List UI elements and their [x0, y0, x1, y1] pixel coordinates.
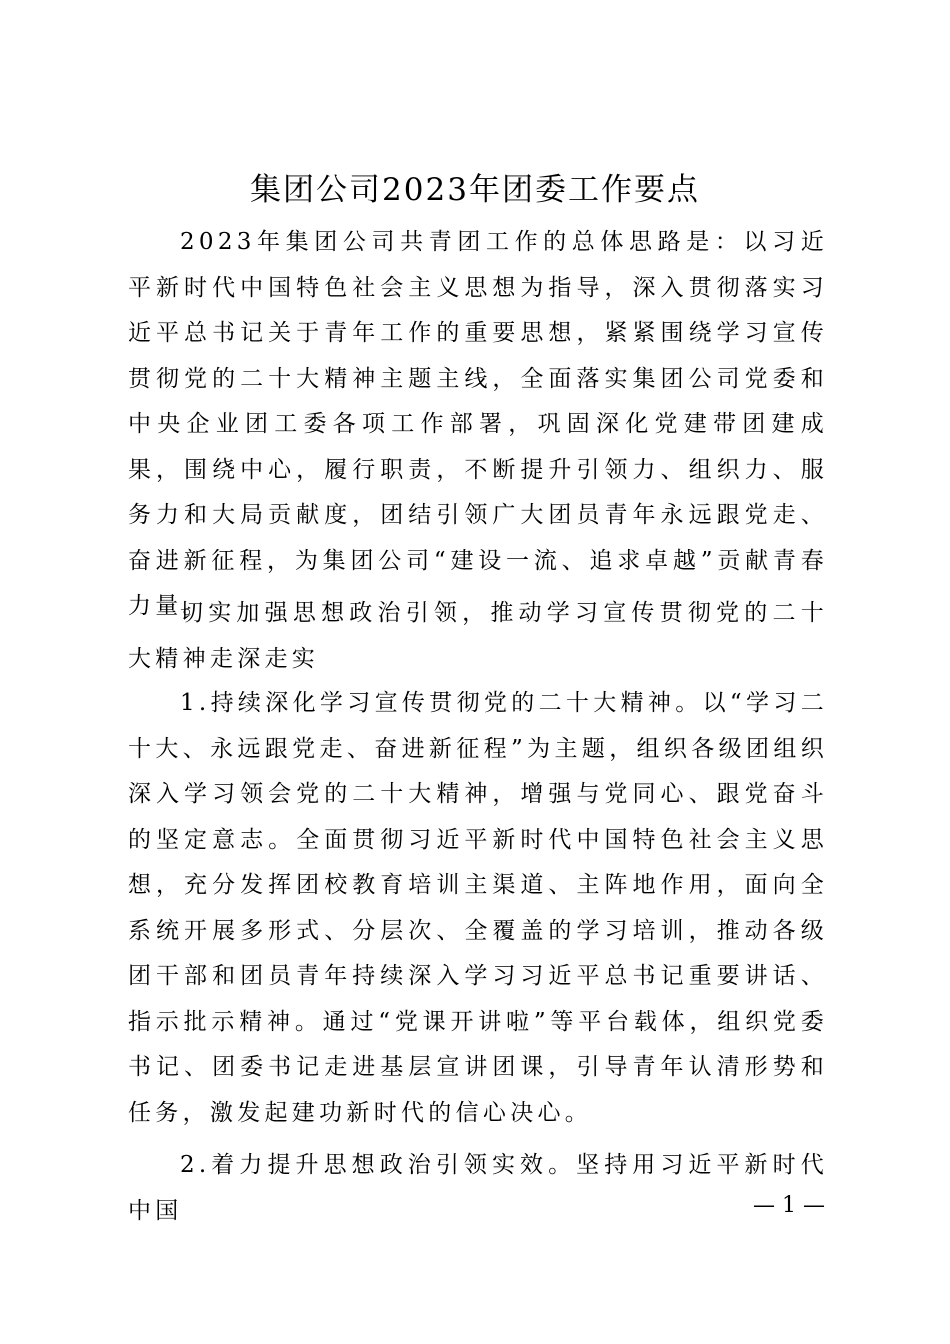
section-heading-paragraph: 切实加强思想政治引领，推动学习宣传贯彻党的二十大精神走深走实: [128, 600, 828, 672]
page-number: — 1 —: [753, 1193, 825, 1218]
item-1-paragraph: 1.持续深化学习宣传贯彻党的二十大精神。以“学习二十大、永远跟党走、奋进新征程”为主题，组织各级团组织深入学习领会党的二十大精神，增强与党同心、跟党奋斗的坚定意志。全面贯彻习近平新时代中国特色社会主义思想，充分发挥团校教育培训主渠道、主阵地作用，面向全系统开展多形式、分层次、全覆盖的学习培训，推动各级团干部和团员青年持续深入学习习近平总书记重要讲话、指示批示精神。通过“党课开讲啦”等平台载体，组织党委书记、团委书记走进基层宣讲团课，引导青年认清形势和任务，激发起建功新时代的信心决心。: [128, 690, 828, 1126]
item-2-paragraph: 2.着力提升思想政治引领实效。坚持用习近平新时代中国: [128, 1152, 828, 1224]
intro-paragraph: 2023年集团公司共青团工作的总体思路是：以习近平新时代中国特色社会主义思想为指导，深入贯彻落实习近平总书记关于青年工作的重要思想，紧紧围绕学习宣传贯彻党的二十大精神主题主线，全面落实集团公司党委和中央企业团工委各项工作部署，巩固深化党建带团建成果，围绕中心，履行职责，不断提升引领力、组织力、服务力和大局贡献度，团结引领广大团员青年永远跟党走、奋进新征程，为集团公司“建设一流、追求卓越”贡献青春力量。: [128, 229, 828, 619]
document-title: 集团公司2023年团委工作要点: [250, 172, 700, 208]
